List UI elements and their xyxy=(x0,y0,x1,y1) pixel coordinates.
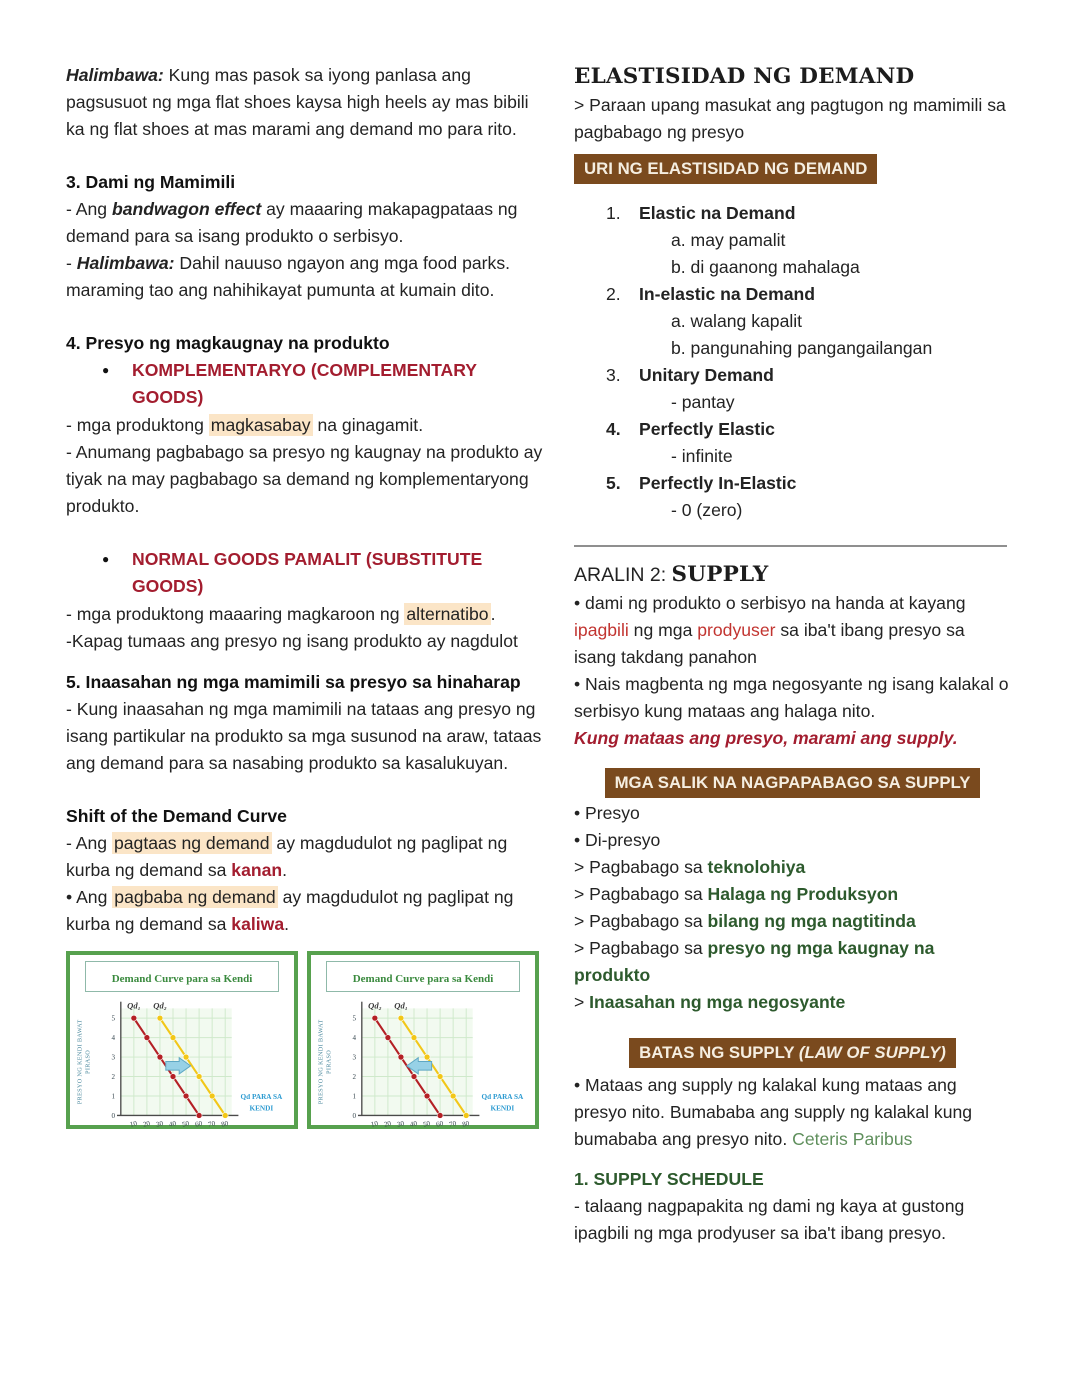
item-subtext: a. may pamalit xyxy=(671,230,786,250)
elastisidad-definition: > Paraan upang masukat ang pagtugon ng mamimili sa pagbabago ng presyo xyxy=(574,95,1006,142)
list-item xyxy=(574,281,1011,308)
teknolohiya-term: teknolohiya xyxy=(707,857,806,877)
svg-text:40: 40 xyxy=(409,1119,418,1129)
mga-salik-chip: MGA SALIK NA NAGPAPABAGO SA SUPPLY xyxy=(605,768,981,798)
item-label: Unitary Demand xyxy=(639,365,774,385)
kaliwa-term: kaliwa xyxy=(231,914,285,934)
batas-ng-supply-chip xyxy=(629,1038,956,1068)
intro-paragraph xyxy=(66,62,543,143)
bullet-dot-icon: ● xyxy=(102,552,110,566)
text-segment: • Mataas ang supply ng kalakal kung mataas ang presyo nito. Bumababa ang supply ng kalakal kung bumababa ang presyo nito. xyxy=(574,1075,973,1149)
uri-ng-elastisidad-chip: URI NG ELASTISIDAD NG DEMAND xyxy=(574,154,877,184)
svg-text:4: 4 xyxy=(352,1034,357,1043)
svg-text:2: 2 xyxy=(111,1073,116,1082)
svg-text:80: 80 xyxy=(461,1119,471,1129)
text-segment: ay magdudulot ng paglipat ng kurba ng demand sa xyxy=(66,887,514,934)
svg-text:10: 10 xyxy=(370,1119,379,1129)
svg-text:KENDI: KENDI xyxy=(249,1104,274,1113)
intro-text: Kung mas pasok sa iyong panlasa ang pagsusuot ng mga flat shoes kaysa high heels ay mas bibili ka ng flat shoes at mas marami ang demand mo para rito. xyxy=(66,65,529,139)
chip1-row xyxy=(574,154,1011,184)
text-segment: • Presyo xyxy=(574,803,640,823)
law-of-supply-paragraph xyxy=(574,1072,1011,1153)
chart-title: Demand Curve para sa Kendi xyxy=(111,973,253,985)
text-segment: - mga produktong xyxy=(66,415,209,435)
salik-item xyxy=(574,800,1011,827)
item-subtext: - pantay xyxy=(671,392,735,412)
svg-text:Qd₁: Qd₁ xyxy=(127,1000,141,1011)
inaasahan-negosyante-term: Inaasahan ng mga negosyante xyxy=(589,992,846,1012)
supply-schedule-paragraph: - talaang nagpapakita ng dami ng kaya at gustong ipagbili ng mga prodyuser sa iba't ibang presyo. xyxy=(574,1196,965,1243)
svg-text:10: 10 xyxy=(129,1119,138,1129)
section4-paragraph-4: -Kapag tumaas ang presyo ng isang produkto ay nagdulot xyxy=(66,631,518,651)
item-subtext: a. walang kapalit xyxy=(671,311,803,331)
svg-text:30: 30 xyxy=(155,1119,164,1129)
section4-heading: 4. Presyo ng magkaugnay na produkto xyxy=(66,333,390,353)
list-item xyxy=(574,200,1011,227)
text-segment: - Ang xyxy=(66,833,112,853)
text-segment: . xyxy=(284,914,290,934)
item-number: 4. xyxy=(606,419,621,439)
intro-lead: Halimbawa: xyxy=(66,65,164,85)
supply-paragraph-2: • Nais magbenta ng mga negosyante ng isang kalakal o serbisyo kung mataas ang halaga nito. xyxy=(574,674,1009,721)
svg-text:80: 80 xyxy=(220,1119,230,1129)
svg-text:Qd₂: Qd₂ xyxy=(368,1000,382,1011)
supply-paragraph-1 xyxy=(574,590,1011,671)
svg-text:50: 50 xyxy=(422,1119,431,1129)
salik-item xyxy=(574,827,1011,854)
demand-shift-right-chart xyxy=(66,951,298,1129)
ceteris-paribus-term: Ceteris Paribus xyxy=(792,1129,913,1149)
text-segment: . xyxy=(490,604,496,624)
item-subtext: - infinite xyxy=(671,446,733,466)
text-segment: > Pagbabago sa xyxy=(574,911,708,931)
svg-text:Qd₁: Qd₁ xyxy=(394,1000,408,1011)
section-divider xyxy=(574,545,1007,547)
text-segment: > Pagbabago sa xyxy=(574,938,708,958)
svg-text:60: 60 xyxy=(194,1119,203,1129)
item-label: Perfectly In-Elastic xyxy=(639,473,797,493)
text-segment: • Ang xyxy=(66,887,113,907)
shift-heading: Shift of the Demand Curve xyxy=(66,806,287,826)
svg-text:4: 4 xyxy=(111,1034,116,1043)
highlighted-term: alternatibo xyxy=(406,604,489,624)
svg-text:50: 50 xyxy=(181,1119,190,1129)
substitute-goods-item xyxy=(102,546,543,600)
svg-text:70: 70 xyxy=(448,1119,458,1129)
svg-text:2: 2 xyxy=(352,1073,357,1082)
halimbawa-lead: Halimbawa: xyxy=(76,253,175,273)
salik-list xyxy=(574,800,1011,1016)
halaga-produksyon-term: Halaga ng Produksyon xyxy=(707,884,899,904)
highlighted-term: pagtaas ng demand xyxy=(113,833,270,853)
text-segment: sa iba't ibang presyo sa isang takdang panahon xyxy=(574,620,965,667)
svg-text:20: 20 xyxy=(383,1119,392,1129)
text-segment: > Pagbabago sa xyxy=(574,857,708,877)
chip-text-italic: (LAW OF SUPPLY) xyxy=(798,1043,946,1062)
highlighted-term: pagbaba ng demand xyxy=(114,887,276,907)
text-segment: ay maaaring makapagpataas ng demand para sa isang produkto o serbisyo. xyxy=(66,199,518,246)
section4-paragraph-3 xyxy=(66,601,543,628)
item-subtext: - 0 (zero) xyxy=(671,500,743,520)
svg-text:3: 3 xyxy=(352,1053,357,1062)
salik-item xyxy=(574,881,1011,908)
aralin2-heading xyxy=(574,560,1011,590)
item-number: 1. xyxy=(606,203,621,223)
shift-paragraph-2 xyxy=(66,884,543,938)
aralin-prefix: ARALIN 2: xyxy=(574,564,672,586)
bilang-nagtitinda-term: bilang ng mga nagtitinda xyxy=(707,911,916,931)
svg-text:30: 30 xyxy=(396,1119,405,1129)
svg-text:0: 0 xyxy=(111,1111,116,1120)
text-segment: > xyxy=(574,992,590,1012)
demand-curve-plot xyxy=(314,995,532,1137)
salik-item xyxy=(574,935,1011,989)
svg-text:Qd₂: Qd₂ xyxy=(153,1000,167,1011)
ipagbili-term: ipagbili xyxy=(574,620,629,640)
demand-shift-left-chart xyxy=(307,951,539,1129)
section4-paragraph-1 xyxy=(66,412,543,439)
chart-title: Demand Curve para sa Kendi xyxy=(352,973,494,985)
svg-text:0: 0 xyxy=(352,1111,357,1120)
svg-text:Qd PARA SA: Qd PARA SA xyxy=(481,1092,524,1101)
complementary-goods-label: KOMPLEMENTARYO (COMPLEMENTARY GOODS) xyxy=(132,360,477,407)
svg-text:70: 70 xyxy=(207,1119,217,1129)
chip3-row xyxy=(574,1038,1011,1068)
text-segment: - mga produktong maaaring magkaroon ng xyxy=(66,604,405,624)
list-item xyxy=(574,416,1011,443)
text-segment: Dahil nauuso ngayon ang mga food parks. maraming tao ang nahihikayat pumunta at kumain dito. xyxy=(66,253,511,300)
chart-title-box xyxy=(85,961,279,992)
svg-text:5: 5 xyxy=(352,1014,357,1023)
svg-text:Qd PARA SA: Qd PARA SA xyxy=(240,1092,283,1101)
text-segment: - Ang xyxy=(66,199,112,219)
text-segment: • dami ng produkto o serbisyo na handa at kayang xyxy=(574,593,966,613)
svg-text:60: 60 xyxy=(435,1119,444,1129)
text-segment: na ginagamit. xyxy=(312,415,424,435)
svg-text:5: 5 xyxy=(111,1014,116,1023)
highlighted-term: magkasabay xyxy=(210,415,311,435)
supply-schedule-heading: 1. SUPPLY SCHEDULE xyxy=(574,1169,764,1189)
item-subtext: b. di gaanong mahalaga xyxy=(671,257,860,277)
svg-text:1: 1 xyxy=(111,1092,116,1101)
section4-paragraph-2: - Anumang pagbabago sa presyo ng kaugnay na produkto ay tiyak na may pagbabago sa demand ng komplementaryong produkto. xyxy=(66,442,543,516)
section3-paragraph-1 xyxy=(66,196,543,250)
svg-text:PRESYO NG KENDI BAWATPIRASO: PRESYO NG KENDI BAWATPIRASO xyxy=(76,1019,92,1105)
svg-text:3: 3 xyxy=(111,1053,116,1062)
chart-title-box xyxy=(326,961,520,992)
list-item xyxy=(574,470,1011,497)
salik-item xyxy=(574,908,1011,935)
svg-text:20: 20 xyxy=(142,1119,151,1129)
kanan-term: kanan xyxy=(231,860,283,880)
item-label: Perfectly Elastic xyxy=(639,419,775,439)
svg-text:1: 1 xyxy=(352,1092,357,1101)
substitute-goods-label: NORMAL GOODS PAMALIT (SUBSTITUTE GOODS) xyxy=(132,549,483,596)
section5-paragraph: - Kung inaasahan ng mga mamimili na tataas ang presyo ng isang partikular na produkto sa mga susunod na araw, tataas ang demand para sa nasabing produkto sa kasalukuyan. xyxy=(66,699,542,773)
text-segment: • Di-presyo xyxy=(574,830,661,850)
salik-item xyxy=(574,989,1011,1016)
chip2-row xyxy=(574,768,1011,798)
elastisidad-heading: ELASTISIDAD NG DEMAND xyxy=(574,64,915,89)
demand-curve-figures xyxy=(66,951,543,1129)
svg-text:40: 40 xyxy=(168,1119,177,1129)
text-segment: ay magdudulot ng paglipat ng kurba ng demand sa xyxy=(66,833,508,880)
section5-heading: 5. Inaasahan ng mga mamimili sa presyo sa hinaharap xyxy=(66,672,521,692)
text-segment: > Pagbabago sa xyxy=(574,884,708,904)
item-number: 2. xyxy=(606,284,621,304)
item-number: 5. xyxy=(606,473,621,493)
supply-title: SUPPLY xyxy=(671,562,769,587)
left-column xyxy=(66,62,543,1247)
svg-text:PRESYO NG KENDI BAWATPIRASO: PRESYO NG KENDI BAWATPIRASO xyxy=(317,1019,333,1105)
kaugnay-presyo-term: presyo ng mga kaugnay na produkto xyxy=(574,938,935,985)
svg-text:KENDI: KENDI xyxy=(490,1104,515,1113)
demand-curve-plot xyxy=(73,995,291,1137)
list-item xyxy=(574,362,1011,389)
right-column xyxy=(574,62,1011,1247)
bandwagon-effect-term: bandwagon effect xyxy=(111,199,262,219)
section3-heading: 3. Dami ng Mamimili xyxy=(66,172,236,192)
salik-item xyxy=(574,854,1011,881)
section3-paragraph-2 xyxy=(66,250,543,304)
elasticity-types-list xyxy=(574,200,1011,524)
shift-paragraph-1 xyxy=(66,830,543,884)
bullet-dot-icon: ● xyxy=(102,363,110,377)
chip-text: BATAS NG SUPPLY xyxy=(639,1043,799,1062)
prodyuser-term: prodyuser xyxy=(697,620,776,640)
item-number: 3. xyxy=(606,365,621,385)
supply-maxim: Kung mataas ang presyo, marami ang supply. xyxy=(574,728,958,748)
complementary-goods-item xyxy=(102,357,543,411)
text-segment: . xyxy=(282,860,288,880)
text-segment: - xyxy=(66,253,77,273)
text-segment: ng mga xyxy=(628,620,698,640)
item-label: Elastic na Demand xyxy=(639,203,796,223)
item-subtext: b. pangunahing pangangailangan xyxy=(671,338,933,358)
item-label: In-elastic na Demand xyxy=(639,284,815,304)
